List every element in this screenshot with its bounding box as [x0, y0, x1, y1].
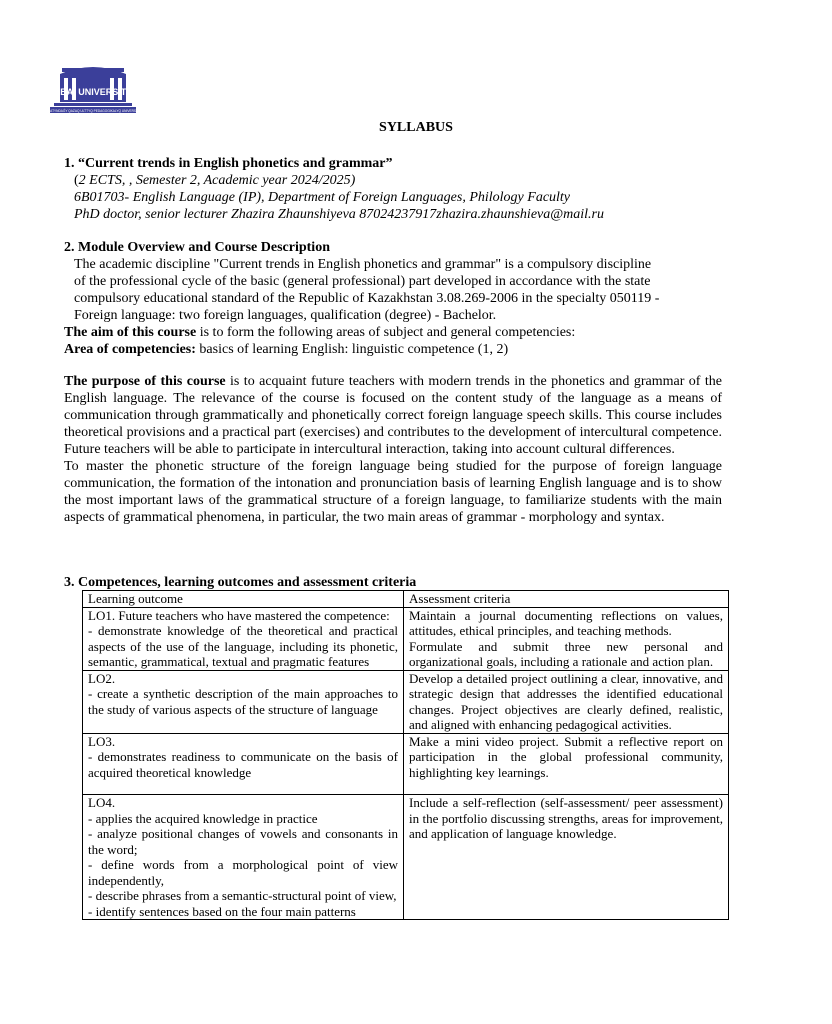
table-row — [83, 670, 729, 733]
table-header-row — [83, 591, 729, 608]
outcome-cell: LO2. - create a synthetic description of the main approaches to the study of various aspects of the structure of language — [83, 670, 404, 733]
course-mastery: To master the phonetic structure of the foreign language being studied for the purpose of foreign language communication, the formation of the intonation and pronunciation basis of learning English language and is to show the most important laws of the grammatical structure of a foreign language, to familiarize students with the main aspects of grammatical phenomena, in particular, the two main areas of grammar - morphology and syntax. — [64, 459, 722, 525]
course-title: “Current trends in English phonetics and grammar” — [78, 156, 393, 171]
course-instructor: PhD doctor, senior lecturer Zhazira Zhaunshiyeva 87024237917zhazira.zhaunshieva@mail.ru — [74, 207, 604, 222]
criteria-cell: Include a self-reflection (self-assessment/ peer assessment) in the portfolio discussing strengths, areas for improvement, and application of language knowledge. — [404, 795, 729, 920]
page-title: SYLLABUS — [379, 120, 453, 135]
section2-heading: 2. Module Overview and Course Description — [64, 240, 330, 255]
header-assessment-criteria: Assessment criteria — [404, 591, 729, 608]
criteria-cell: Make a mini video project. Submit a reflective report on participation in the global professional community, highlighting key learnings. — [404, 733, 729, 795]
section3-heading: 3. Competences, learning outcomes and assessment criteria — [64, 575, 417, 590]
course-program: 6B01703- English Language (IP), Department of Foreign Languages, Philology Faculty — [74, 190, 571, 205]
course-info — [64, 155, 722, 223]
table-row — [83, 607, 729, 670]
outcome-cell: LO3. - demonstrates readiness to communicate on the basis of acquired theoretical knowledge — [83, 733, 404, 795]
course-aim: The aim of this course is to form the following areas of subject and general competencies: — [64, 325, 576, 340]
header-learning-outcome: Learning outcome — [83, 591, 404, 608]
course-description: The academic discipline "Current trends in English phonetics and grammar" is a compulsory discipline of the professional cycle of the basic (general professional) part developed in accordance with the state compulsory educational standard of the Republic of Kazakhstan 3.08.269-2006 in the specialty 050119 - Foreign language: two foreign languages, qualification (degree) - Bachelor. — [74, 257, 660, 323]
outcome-cell: LO1. Future teachers who have mastered the competence: - demonstrate knowledge of the theoretical and practical aspects of the use of the language, including its phonetic, semantic, grammatical, textual and pragmatic features — [83, 607, 404, 670]
university-logo — [42, 62, 144, 118]
criteria-cell: Maintain a journal documenting reflections on values, attitudes, ethical principles, and teaching methods. Formulate and submit three new personal and organizational goals, including a rationale and action plan. — [404, 607, 729, 670]
criteria-cell: Develop a detailed project outlining a clear, innovative, and strategic design that addresses the identified educational changes. Project objectives are clearly defined, realistic, and aligned with enhancing pedagogical activities. — [404, 670, 729, 733]
logo-text: ABAI UNIVERSITY — [53, 87, 133, 97]
section1-number: 1. — [64, 156, 75, 171]
course-details: (2 ECTS, , Semester 2, Academic year 2024/2025) — [74, 173, 356, 188]
module-overview — [64, 239, 722, 526]
competency-area: Area of competencies: basics of learning English: linguistic competence (1, 2) — [64, 342, 509, 357]
outcome-cell: LO4. - applies the acquired knowledge in practice - analyze positional changes of vowels and consonants in the word; - define words from a morphological point of view independently, - describe phrases from a semantic-structural point of view, - identify sentences based on the four main patterns — [83, 795, 404, 920]
course-title-line — [64, 155, 722, 172]
logo-subtext: ABAI ATYNDAǴY QAZAQ ULTTYQ PEDAGOGIKALYQ UNIVERSITETI — [42, 109, 144, 113]
table-row — [83, 733, 729, 795]
assessment-table — [82, 590, 729, 920]
table-row — [83, 795, 729, 920]
course-purpose: The purpose of this course is to acquaint future teachers with modern trends in the phonetics and grammar of the English language. The relevance of the course is focused on the content study of the language as a means of communication through grammatically and phonetically correct foreign language speech skills. This course includes theoretical provisions and a practical part (exercises) and contributes to the development of intercultural competence. Future teachers will be able to participate in intercultural interaction, taking into account cultural differences. — [64, 374, 722, 457]
